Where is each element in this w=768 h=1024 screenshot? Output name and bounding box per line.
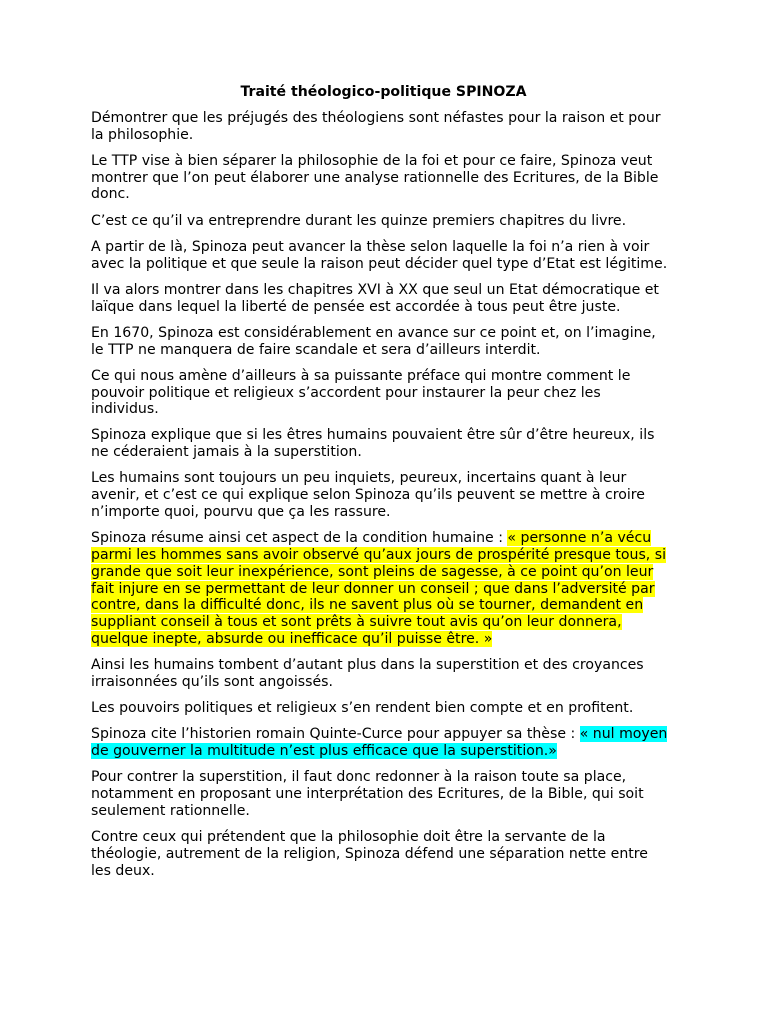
highlighted-quote: « nul moyen de gouverner la multitude n’est plus efficace que la superstition.» bbox=[91, 726, 668, 760]
paragraph: Les humains sont toujours un peu inquiets, peureux, incertains quant à leur avenir, et c’est ce qui explique selon Spinoza qu’ils peuvent se mettre à croire n’importe quoi, pourvu que ça les rassure. bbox=[91, 470, 645, 521]
paragraph: Contre ceux qui prétendent que la philosophie doit être la servante de la théologie, autrement de la religion, Spinoza défend une séparation nette entre les deux. bbox=[91, 829, 648, 879]
paragraph: Démontrer que les préjugés des théologiens sont néfastes pour la raison et pour la philosophie. bbox=[91, 109, 661, 143]
quote-paragraph bbox=[91, 726, 672, 760]
paragraph: Les pouvoirs politiques et religieux s’en rendent bien compte et en profitent. bbox=[91, 700, 634, 717]
paragraph: Pour contrer la superstition, il faut donc redonner à la raison toute sa place, notamment en proposant une interprétation des Ecritures, de la Bible, qui soit seulement rationnelle. bbox=[91, 769, 644, 819]
quote-paragraph bbox=[91, 530, 672, 648]
paragraph: Spinoza explique que si les êtres humains pouvaient être sûr d’être heureux, ils ne céderaient jamais à la superstition. bbox=[91, 427, 655, 461]
paragraph: Il va alors montrer dans les chapitres XVI à XX que seul un Etat démocratique et laïque dans lequel la liberté de pensée est accordée à tous peut être juste. bbox=[91, 281, 659, 315]
document-title: Traité théologico-politique SPINOZA bbox=[240, 84, 527, 100]
quote-intro: Spinoza cite l’historien romain Quinte-Curce pour appuyer sa thèse : bbox=[91, 726, 580, 743]
highlighted-quote: « personne n’a vécu parmi les hommes sans avoir observé qu’aux jours de prospérité presque tous, si grande que soit leur inexpérience, sont pleins de sagesse, à ce point qu’on leur fait injure en se permettant de leur donner un conseil ; que dans l’adversité par contre, dans la difficulté donc, ils ne savent plus où se tourner, demandent en suppliant conseil à tous et sont prêts à suivre tout avis qu’on leur donnera, quelque inepte, absurde ou inefficace qu’il puisse être. » bbox=[91, 530, 667, 648]
paragraph: Ce qui nous amène d’ailleurs à sa puissante préface qui montre comment le pouvoir politique et religieux s’accordent pour instaurer la peur chez les individus. bbox=[91, 367, 631, 418]
paragraph: A partir de là, Spinoza peut avancer la thèse selon laquelle la foi n’a rien à voir avec la politique et que seule la raison peut décider quel type d’Etat est légitime. bbox=[91, 238, 668, 272]
paragraph: Ainsi les humains tombent d’autant plus dans la superstition et des croyances irraisonnées qu’ils sont angoissés. bbox=[91, 657, 644, 691]
paragraph: C’est ce qu’il va entreprendre durant les quinze premiers chapitres du livre. bbox=[91, 212, 627, 229]
quote-intro: Spinoza résume ainsi cet aspect de la condition humaine : bbox=[91, 530, 508, 547]
paragraph: Le TTP vise à bien séparer la philosophie de la foi et pour ce faire, Spinoza veut montrer que l’on peut élaborer une analyse rationnelle des Ecritures, de la Bible donc. bbox=[91, 152, 659, 203]
paragraph: En 1670, Spinoza est considérablement en avance sur ce point et, on l’imagine, le TTP ne manquera de faire scandale et sera d’ailleurs interdit. bbox=[91, 324, 656, 358]
